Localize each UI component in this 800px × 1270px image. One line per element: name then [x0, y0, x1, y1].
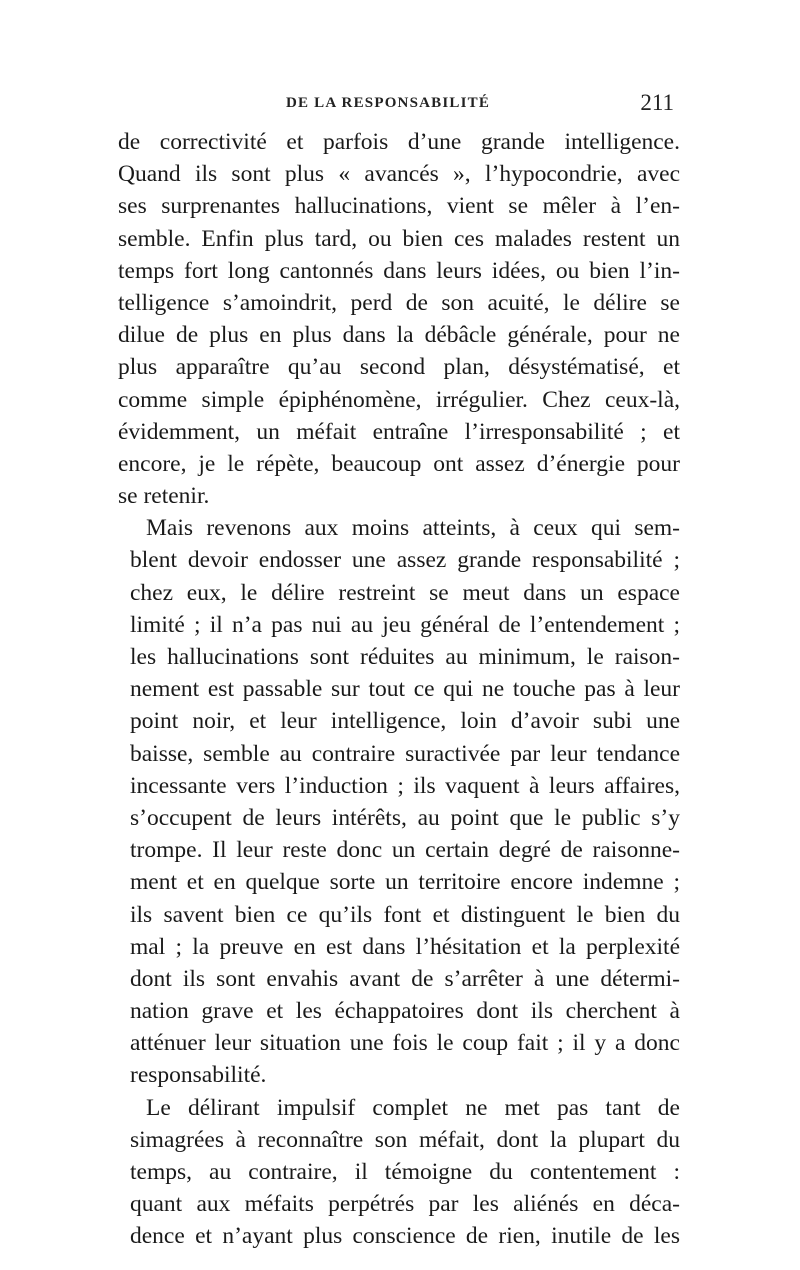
text-line: ment et en quelque sorte un territoire encore indemne ; — [130, 869, 680, 896]
text-line: évidemment, un méfait entraîne l’irresponsabilité ; et — [118, 418, 680, 445]
text-line: chez eux, le délire restreint se meut dans un espace — [130, 579, 680, 606]
text-line: de correctivité et parfois d’une grande intelligence. — [118, 129, 680, 155]
text-line: quant aux méfaits perpétrés par les aliénés en déca- — [130, 1191, 680, 1218]
text-line: baisse, semble au contraire suractivée par leur tendance — [130, 740, 680, 767]
text-line: incessante vers l’induction ; ils vaquent à leurs affaires, — [130, 772, 680, 799]
text-line: dilue de plus en plus dans la débâcle générale, pour ne — [118, 322, 680, 349]
paragraph-first-line: Le délirant impulsif complet ne met pas tant de — [146, 1094, 680, 1121]
running-head: DE LA RESPONSABILITÉ — [286, 95, 491, 111]
text-line: trompe. Il leur reste donc un certain degré de raisonne- — [130, 837, 680, 864]
text-line: s’occupent de leurs intérêts, au point que le public s’y — [130, 804, 680, 831]
text-line: plus apparaître qu’au second plan, désystématisé, et — [118, 354, 680, 381]
text-line: telligence s’amoindrit, perd de son acuité, le délire se — [118, 289, 680, 316]
text-line: ils savent bien ce qu’ils font et distinguent le bien du — [130, 901, 680, 928]
text-line: atténuer leur situation une fois le coup fait ; il y a donc — [130, 1030, 680, 1057]
text-line: nation grave et les échappatoires dont ils cherchent à — [130, 998, 680, 1025]
text-line: ses surprenantes hallucinations, vient se mêler à l’en- — [118, 193, 680, 220]
body-text — [118, 126, 680, 1253]
text-line: responsabilité. — [130, 1062, 267, 1089]
text-line: temps fort long cantonnés dans leurs idées, ou bien l’in- — [118, 257, 680, 284]
text-line: mal ; la preuve en est dans l’hésitation et la perplexité — [130, 933, 680, 960]
text-line: comme simple épiphénomène, irrégulier. Chez ceux-là, — [118, 386, 680, 413]
text-line: se retenir. — [118, 483, 210, 510]
page-number: 211 — [640, 90, 674, 115]
text-line: point noir, et leur intelligence, loin d’avoir subi une — [130, 708, 680, 735]
page-header — [118, 90, 678, 120]
text-line: limité ; il n’a pas nui au jeu général de l’entendement ; — [130, 611, 680, 638]
text-line: encore, je le répète, beaucoup ont assez d’énergie pour — [118, 450, 680, 477]
text-line: temps, au contraire, il témoigne du contentement : — [130, 1159, 680, 1185]
text-line: nement est passable sur tout ce qui ne touche pas à leur — [130, 676, 680, 703]
text-line: les hallucinations sont réduites au minimum, le raison- — [130, 644, 680, 670]
text-line: dont ils sont envahis avant de s’arrêter à une détermi- — [130, 965, 680, 992]
text-line: Quand ils sont plus « avancés », l’hypocondrie, avec — [118, 161, 680, 188]
text-line: simagrées à reconnaître son méfait, dont la plupart du — [130, 1126, 680, 1153]
text-line: dence et n’ayant plus conscience de rien, inutile de les — [130, 1223, 680, 1250]
text-line: semble. Enfin plus tard, ou bien ces malades restent un — [118, 225, 680, 252]
paragraph-first-line: Mais revenons aux moins atteints, à ceux qui sem- — [146, 515, 680, 542]
text-line: blent devoir endosser une assez grande responsabilité ; — [130, 547, 680, 574]
